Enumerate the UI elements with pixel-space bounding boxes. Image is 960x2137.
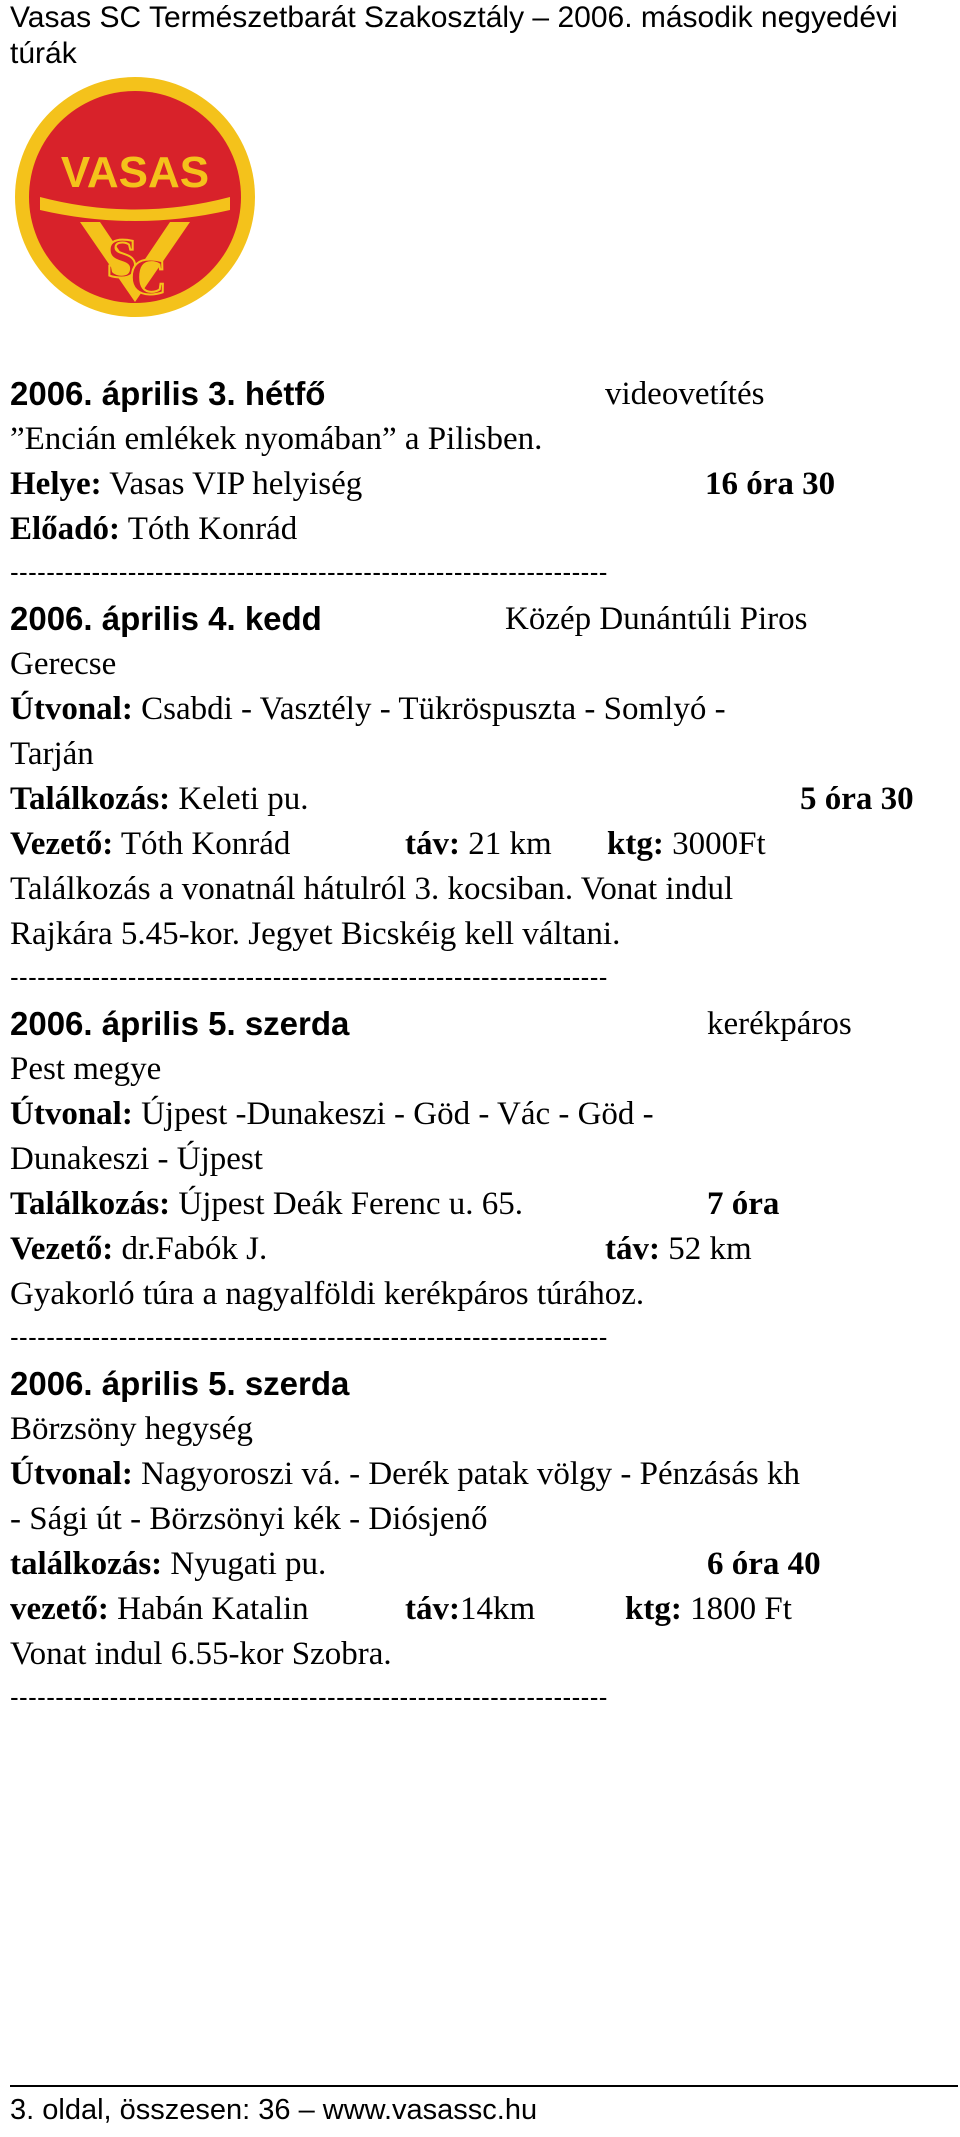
tour4-date: 2006. április 5. szerda bbox=[10, 1365, 350, 1402]
tour3-distance-group bbox=[605, 1229, 752, 1269]
tour2-route-row bbox=[10, 689, 726, 729]
tour2-cost: 3000Ft bbox=[672, 826, 766, 862]
tour2-cost-label: ktg: bbox=[607, 826, 664, 862]
page-footer: 3. oldal, összesen: 36 – www.vasassc.hu bbox=[10, 2094, 538, 2126]
separator-4: ------------------------------------------------------------------ bbox=[10, 1682, 608, 1712]
tour1-place-label: Helye: bbox=[10, 466, 102, 502]
tour4-cost-label: ktg: bbox=[625, 1591, 682, 1627]
tour3-region: Pest megye bbox=[10, 1051, 162, 1087]
tour2-route-label: Útvonal: bbox=[10, 691, 133, 727]
tour4-cost-group bbox=[625, 1589, 792, 1629]
tour2-type: Közép Dunántúli Piros bbox=[505, 601, 808, 637]
tour4-meet: Nyugati pu. bbox=[170, 1546, 327, 1582]
tour2-region: Gerecse bbox=[10, 646, 117, 682]
tour2-leader: Tóth Konrád bbox=[120, 826, 291, 862]
tour4-leader-label: vezető: bbox=[10, 1591, 109, 1627]
tour2-note-1: Találkozás a vonatnál hátulról 3. kocsiban. Vonat indul bbox=[10, 871, 734, 907]
tour3-leader: dr.Fabók J. bbox=[121, 1231, 268, 1267]
page-title: Vasas SC Természetbarát Szakosztály – 2006. második negyedévi túrák bbox=[10, 1, 898, 70]
tour2-note-2: Rajkára 5.45-kor. Jegyet Bicskéig kell váltani. bbox=[10, 916, 621, 952]
tour3-date: 2006. április 5. szerda bbox=[10, 1005, 350, 1042]
tour1-subtitle: ”Encián emlékek nyomában” a Pilisben. bbox=[10, 421, 543, 457]
tour2-meet-row bbox=[10, 779, 309, 819]
tour2-distance-group bbox=[405, 824, 552, 864]
tour1-presenter-row bbox=[10, 509, 297, 549]
tour3-leader-label: Vezető: bbox=[10, 1231, 114, 1267]
separator-1: ------------------------------------------------------------------ bbox=[10, 557, 608, 587]
tour2-cost-group bbox=[607, 824, 766, 864]
tour3-dist-label: táv: bbox=[605, 1231, 660, 1267]
tour4-leader: Habán Katalin bbox=[117, 1591, 309, 1627]
tour2-leader-row bbox=[10, 824, 290, 864]
tour4-region: Börzsöny hegység bbox=[10, 1411, 253, 1447]
tour3-dist: 52 km bbox=[668, 1231, 752, 1267]
tour2-route-2: Tarján bbox=[10, 736, 94, 772]
tour4-cost: 1800 Ft bbox=[690, 1591, 792, 1627]
tour2-leader-label: Vezető: bbox=[10, 826, 114, 862]
tour2-dist-label: táv: bbox=[405, 826, 460, 862]
tour1-presenter-label: Előadó: bbox=[10, 511, 121, 547]
tour1-place: Vasas VIP helyiség bbox=[109, 466, 363, 502]
tour3-meet: Újpest Deák Ferenc u. 65. bbox=[178, 1186, 523, 1222]
tour3-route-row bbox=[10, 1094, 654, 1134]
tour2-date-row bbox=[10, 599, 322, 639]
tour2-route-1: Csabdi - Vasztély - Tükröspuszta - Somlyó - bbox=[141, 691, 726, 727]
logo-lettering: VASAS bbox=[60, 148, 210, 197]
tour2-time: 5 óra 30 bbox=[800, 781, 914, 817]
vasas-sc-logo bbox=[10, 72, 260, 322]
tour3-date-row bbox=[10, 1004, 349, 1044]
tour3-type: kerékpáros bbox=[707, 1006, 852, 1042]
separator-3: ------------------------------------------------------------------ bbox=[10, 1322, 608, 1352]
tour4-time: 6 óra 40 bbox=[707, 1546, 821, 1582]
tour1-date-row bbox=[10, 374, 325, 414]
tour2-date: 2006. április 4. kedd bbox=[10, 600, 322, 637]
tour1-place-row bbox=[10, 464, 362, 504]
tour3-time: 7 óra bbox=[707, 1186, 780, 1222]
tour3-route-2: Dunakeszi - Újpest bbox=[10, 1141, 263, 1177]
tour1-presenter: Tóth Konrád bbox=[127, 511, 298, 547]
tour2-dist: 21 km bbox=[468, 826, 552, 862]
tour2-meet: Keleti pu. bbox=[178, 781, 309, 817]
tour3-route-1: Újpest -Dunakeszi - Göd - Vác - Göd - bbox=[141, 1096, 654, 1132]
tour1-time: 16 óra 30 bbox=[705, 466, 836, 502]
tour2-meet-label: Találkozás: bbox=[10, 781, 171, 817]
tour3-leader-row bbox=[10, 1229, 267, 1269]
tour4-leader-row bbox=[10, 1589, 309, 1629]
tour4-date-row bbox=[10, 1364, 349, 1404]
tour4-route-1: Nagyoroszi vá. - Derék patak völgy - Pénzásás kh bbox=[141, 1456, 800, 1492]
separator-2: ------------------------------------------------------------------ bbox=[10, 962, 608, 992]
tour3-meet-row bbox=[10, 1184, 523, 1224]
tour4-route-2: - Sági út - Börzsönyi kék - Diósjenő bbox=[10, 1501, 488, 1537]
tour4-note: Vonat indul 6.55-kor Szobra. bbox=[10, 1636, 392, 1672]
tour4-route-label: Útvonal: bbox=[10, 1456, 133, 1492]
tour4-meet-row bbox=[10, 1544, 326, 1584]
tour4-route-row bbox=[10, 1454, 800, 1494]
tour1-type: videovetítés bbox=[605, 376, 765, 412]
tour4-distance-group bbox=[405, 1589, 535, 1629]
tour4-dist: 14km bbox=[459, 1591, 536, 1627]
tour1-date: 2006. április 3. hétfő bbox=[10, 375, 326, 412]
logo-c-mark: C bbox=[129, 249, 167, 306]
tour3-route-label: Útvonal: bbox=[10, 1096, 133, 1132]
tour4-dist-label: táv: bbox=[405, 1591, 460, 1627]
footer-rule bbox=[10, 2085, 958, 2087]
tour3-meet-label: Találkozás: bbox=[10, 1186, 171, 1222]
logo-s-mark: S bbox=[106, 228, 138, 290]
tour3-note: Gyakorló túra a nagyalföldi kerékpáros túrához. bbox=[10, 1276, 645, 1312]
tour4-meet-label: találkozás: bbox=[10, 1546, 163, 1582]
